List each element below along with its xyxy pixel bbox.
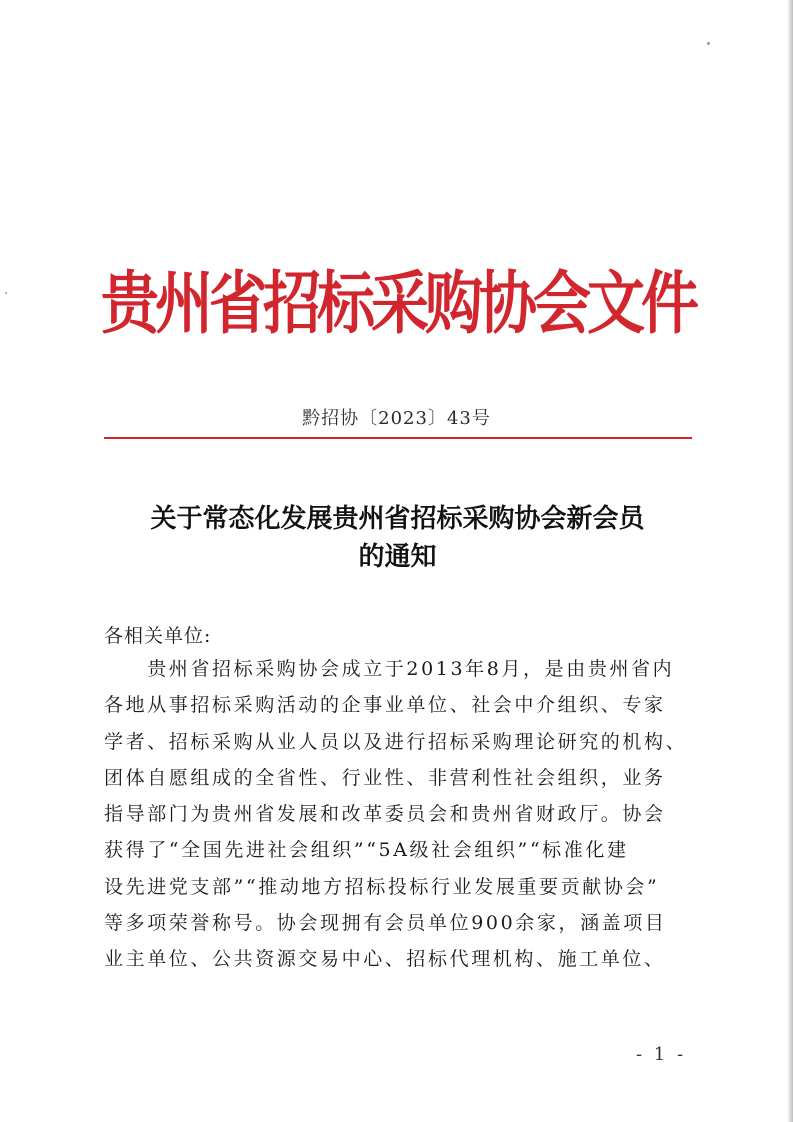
scan-speck <box>5 292 7 294</box>
header-red-divider <box>104 437 692 439</box>
body-line: 设先进党支部”“推动地方招标投标行业发展重要贡献协会” <box>104 875 660 898</box>
notice-title <box>100 500 695 576</box>
body-line: 各地从事招标采购活动的企事业单位、社会中介组织、专家 <box>104 694 666 717</box>
body-line: 业主单位、公共资源交易中心、招标代理机构、施工单位、 <box>104 948 666 971</box>
body-line: 团体自愿组成的全省性、行业性、非营利性社会组织，业务 <box>104 766 666 789</box>
body-line: 贵州省招标采购协会成立于2013年8月，是由贵州省内 <box>104 658 675 680</box>
body-line: 学者、招标采购从业人员以及进行招标采购理论研究的机构、 <box>104 730 688 753</box>
notice-title-line-1: 关于常态化发展贵州省招标采购协会新会员 <box>150 504 645 534</box>
scan-speck <box>707 42 710 45</box>
body-line: 获得了“全国先进社会组织”“5A级社会组织”“标准化建 <box>104 839 629 862</box>
notice-title-line-2: 的通知 <box>358 542 437 572</box>
page-number: - 1 - <box>636 1044 687 1065</box>
salutation: 各相关单位: <box>104 625 212 647</box>
scan-edge-shadow <box>787 0 793 1122</box>
issuer-header-title: 贵州省招标采购协会文件 <box>100 263 695 344</box>
body-line: 指导部门为贵州省发展和改革委员会和贵州省财政厅。协会 <box>104 803 666 826</box>
body-line: 等多项荣誉称号。协会现拥有会员单位900余家，涵盖项目 <box>104 912 667 935</box>
document-number: 黔招协〔2023〕43号 <box>302 408 491 429</box>
body-paragraph <box>104 651 694 978</box>
